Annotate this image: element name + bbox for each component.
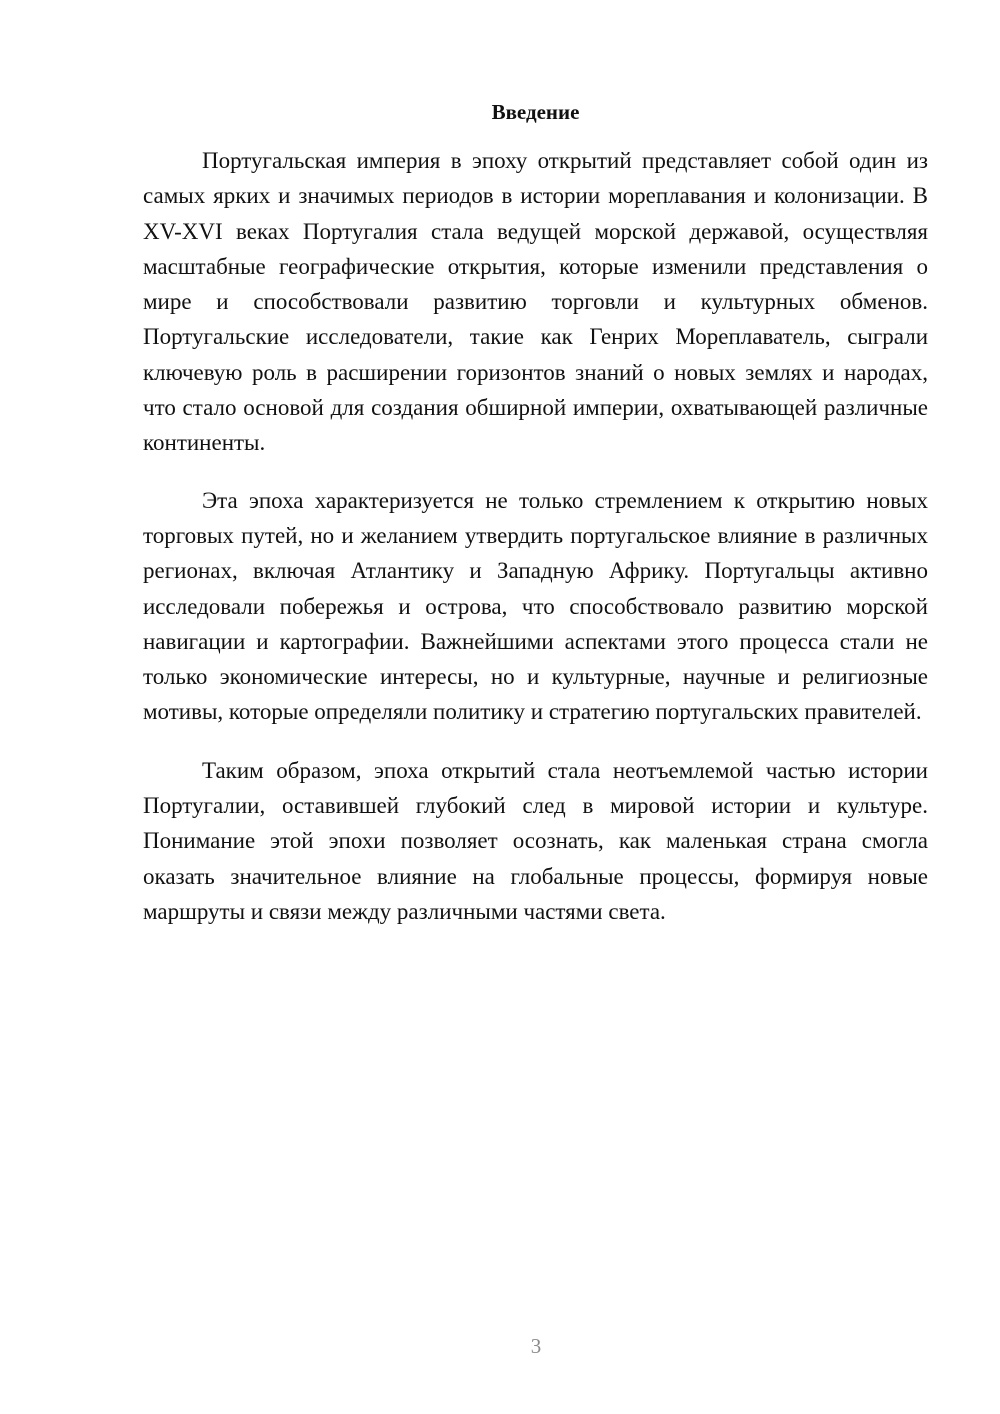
page-number: 3 <box>530 1334 542 1358</box>
paragraph-1: Португальская империя в эпоху открытий представляет собой один из самых ярких и значимых периодов в истории мореплавания и колонизации. В XV-XVI веках Португалия стала ведущей морской державой, осуществляя масштабные географические открытия, которые изменили представления о мире и способствовали развитию торговли и культурных обменов. Португальские исследователи, такие как Генрих Мореплаватель, сыграли ключевую роль в расширении горизонтов знаний о новых землях и народах, что стало основой для создания обширной империи, охватывающей различные континенты. <box>143 148 928 456</box>
paragraph-3: Таким образом, эпоха открытий стала неотъемлемой частью истории Португалии, оставившей глубокий след в мировой истории и культуре. Понимание этой эпохи позволяет осознать, как маленькая страна смогла оказать значительное влияние на глобальные процессы, формируя новые маршруты и связи между различными частями света. <box>143 757 928 924</box>
paragraph-2: Эта эпоха характеризуется не только стремлением к открытию новых торговых путей, но и желанием утвердить португальское влияние в различных регионах, включая Атлантику и Западную Африку. Португальцы активно исследовали побережья и острова, что способствовало развитию морской навигации и картографии. Важнейшими аспектами этого процесса стали не только экономические интересы, но и культурные, научные и религиозные мотивы, которые определяли политику и стратегию португальских правителей. <box>143 487 928 725</box>
section-heading: Введение <box>491 100 580 124</box>
page-content <box>143 95 928 929</box>
